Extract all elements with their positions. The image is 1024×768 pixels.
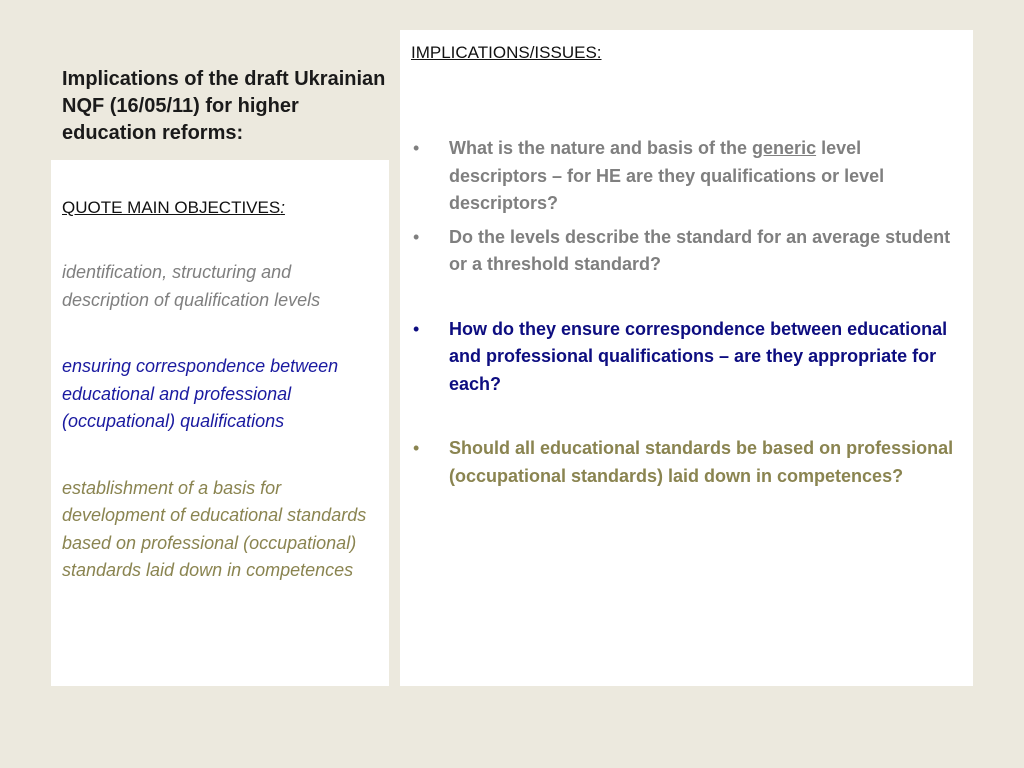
- objectives-heading: [62, 196, 379, 220]
- issues-heading: IMPLICATIONS/ISSUES:: [411, 43, 602, 62]
- issue-item: [411, 435, 963, 490]
- issue-text-end: level descriptors – for HE are they qualifications or level descriptors?: [449, 138, 885, 213]
- issue-text-start: What is the nature and basis of the: [449, 138, 753, 158]
- issues-panel: [400, 30, 973, 686]
- issue-item: [411, 316, 963, 399]
- objectives-heading-text: QUOTE MAIN OBJECTIVES: [62, 198, 281, 217]
- issue-text: Should all educational standards be based on professional (occupational standards) laid down in competences?: [449, 438, 954, 486]
- bullet-icon: •: [413, 226, 420, 247]
- issue-item: [411, 224, 963, 279]
- objectives-panel: [51, 160, 389, 686]
- bullet-icon: •: [413, 318, 420, 339]
- issues-list: [411, 135, 963, 490]
- objective-item: ensuring correspondence between educational and professional (occupational) qualifications: [62, 356, 339, 431]
- bullet-icon: •: [413, 138, 420, 158]
- objective-item: identification, structuring and description of qualification levels: [62, 262, 321, 310]
- objective-item: establishment of a basis for development of educational standards based on professional (occupational) standards laid down in competences: [62, 477, 367, 580]
- bullet-icon: •: [413, 438, 420, 458]
- issue-text: Do the levels describe the standard for an average student or a threshold standard?: [449, 226, 951, 274]
- issue-item: [411, 135, 963, 218]
- slide-title: Implications of the draft Ukrainian NQF (16/05/11) for higher education reforms:: [62, 68, 386, 144]
- issue-underlined-word: generic: [752, 138, 817, 158]
- objectives-heading-colon: :: [280, 198, 285, 217]
- issue-text: How do they ensure correspondence between educational and professional qualifications – are they appropriate for each?: [449, 318, 948, 394]
